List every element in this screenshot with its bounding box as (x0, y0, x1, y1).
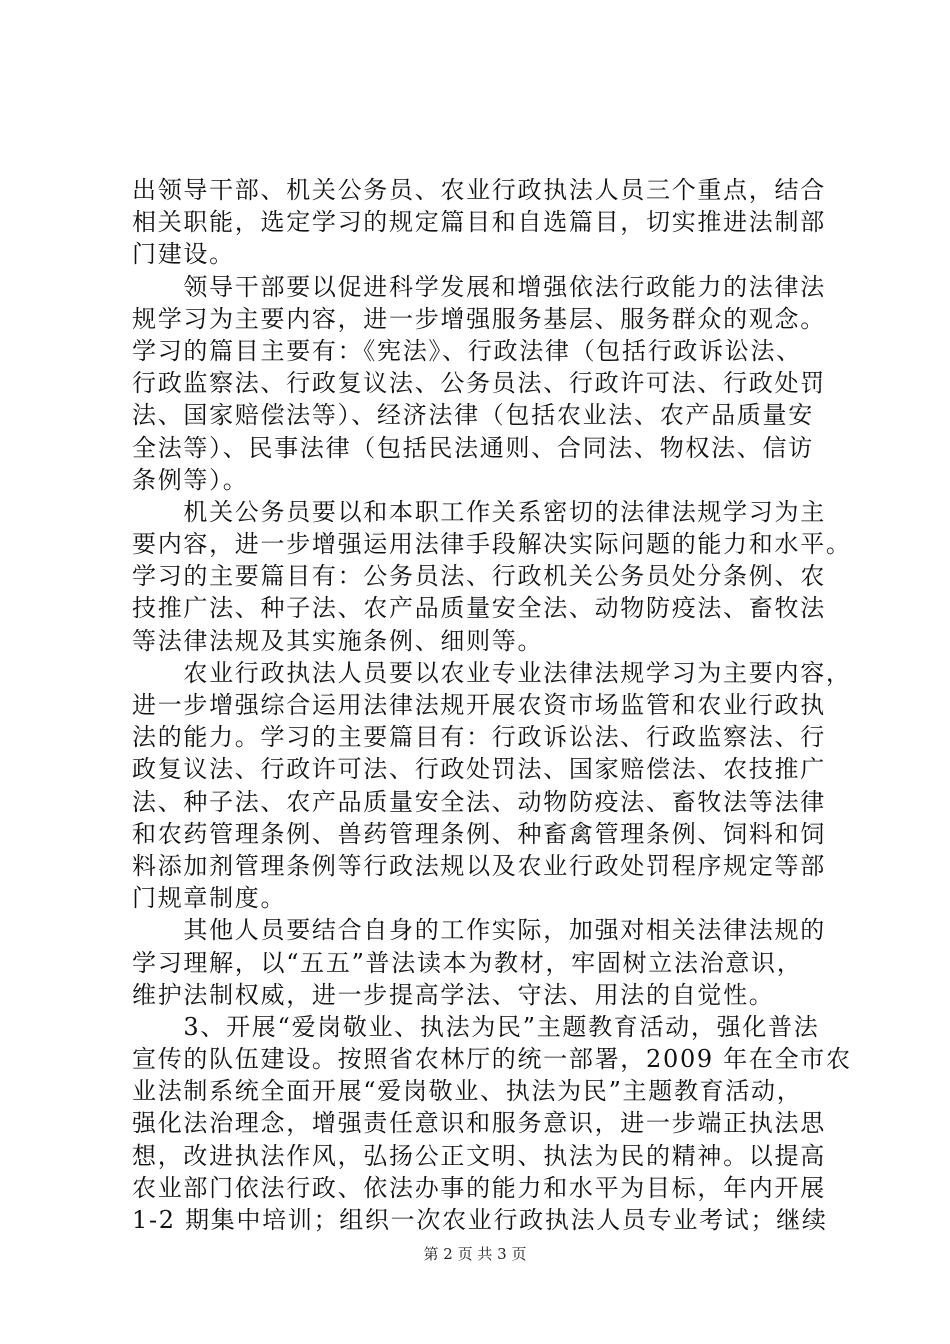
text-line: 宣传的队伍建设。按照省农林厅的统一部署，2009 年在全市农 (132, 1045, 852, 1074)
text-line: 3、开展“爱岗敬业、执法为民”主题教育活动，强化普法 (132, 1012, 820, 1041)
document-body (132, 174, 852, 1236)
text-line: 技推广法、种子法、农产品质量安全法、动物防疫法、畜牧法 (132, 594, 826, 623)
text-line: 其他人员要结合自身的工作实际，加强对相关法律法规的 (132, 916, 826, 945)
text-line: 业法制系统全面开展“爱岗敬业、执法为民”主题教育活动， (132, 1077, 803, 1106)
text-line: 政复议法、行政许可法、行政处罚法、国家赔偿法、农技推广 (132, 755, 826, 784)
text-line: 学习的主要篇目有：公务员法、行政机关公务员处分条例、农 (132, 562, 826, 591)
page-number-footer: 第 2 页 共 3 页 (423, 1245, 527, 1263)
text-line: 法、种子法、农产品质量安全法、动物防疫法、畜牧法等法律 (132, 787, 826, 816)
text-line: 学习理解，以“五五”普法读本为教材，牢固树立法治意识， (132, 948, 803, 977)
text-line: 学习的篇目主要有：《宪法》、行政法律（包括行政诉讼法、 (132, 336, 802, 365)
text-line: 行政监察法、行政复议法、公务员法、行政许可法、行政处罚 (132, 369, 826, 398)
text-line: 相关职能，选定学习的规定篇目和自选篇目，切实推进法制部 (132, 208, 826, 237)
text-line: 机关公务员要以和本职工作关系密切的法律法规学习为主 (132, 497, 826, 526)
text-line: 农业部门依法行政、依法办事的能力和水平为目标，年内开展 (132, 1173, 826, 1202)
text-line: 全法等）、民事法律（包括民法通则、合同法、物权法、信访 (132, 433, 814, 462)
text-line: 领导干部要以促进科学发展和增强依法行政能力的法律法 (132, 272, 826, 301)
text-line: 进一步增强综合运用法律法规开展农资市场监管和农业行政执 (132, 691, 826, 719)
text-line: 等法律法规及其实施条例、细则等。 (132, 626, 544, 655)
text-line: 维护法制权威，进一步提高学法、守法、用法的自觉性。 (132, 980, 775, 1009)
text-line: 规学习为主要内容，进一步增强服务基层、服务群众的观念。 (132, 304, 826, 333)
text-line: 门建设。 (132, 240, 235, 269)
text-line: 要内容，进一步增强运用法律手段解决实际问题的能力和水平。 (132, 530, 852, 559)
text-line: 法、国家赔偿法等）、经济法律（包括农业法、农产品质量安 (132, 401, 814, 430)
text-line: 料添加剂管理条例等行政法规以及农业行政处罚程序规定等部 (132, 851, 826, 880)
text-line: 1-2 期集中培训；组织一次农业行政执法人员专业考试；继续 (132, 1206, 828, 1234)
text-line: 想，改进执法作风，弘扬公正文明、执法为民的精神。以提高 (132, 1141, 826, 1170)
text-line: 和农药管理条例、兽药管理条例、种畜禽管理条例、饲料和饲 (132, 819, 826, 848)
text-line: 出领导干部、机关公务员、农业行政执法人员三个重点，结合 (132, 176, 826, 204)
text-line: 法的能力。学习的主要篇目有：行政诉讼法、行政监察法、行 (132, 723, 826, 752)
text-line: 条例等）。 (132, 465, 249, 494)
text-line: 门规章制度。 (132, 884, 287, 913)
text-line: 农业行政执法人员要以农业专业法律法规学习为主要内容， (132, 658, 852, 687)
text-line: 强化法治理念，增强责任意识和服务意识，进一步端正执法思 (132, 1109, 826, 1138)
